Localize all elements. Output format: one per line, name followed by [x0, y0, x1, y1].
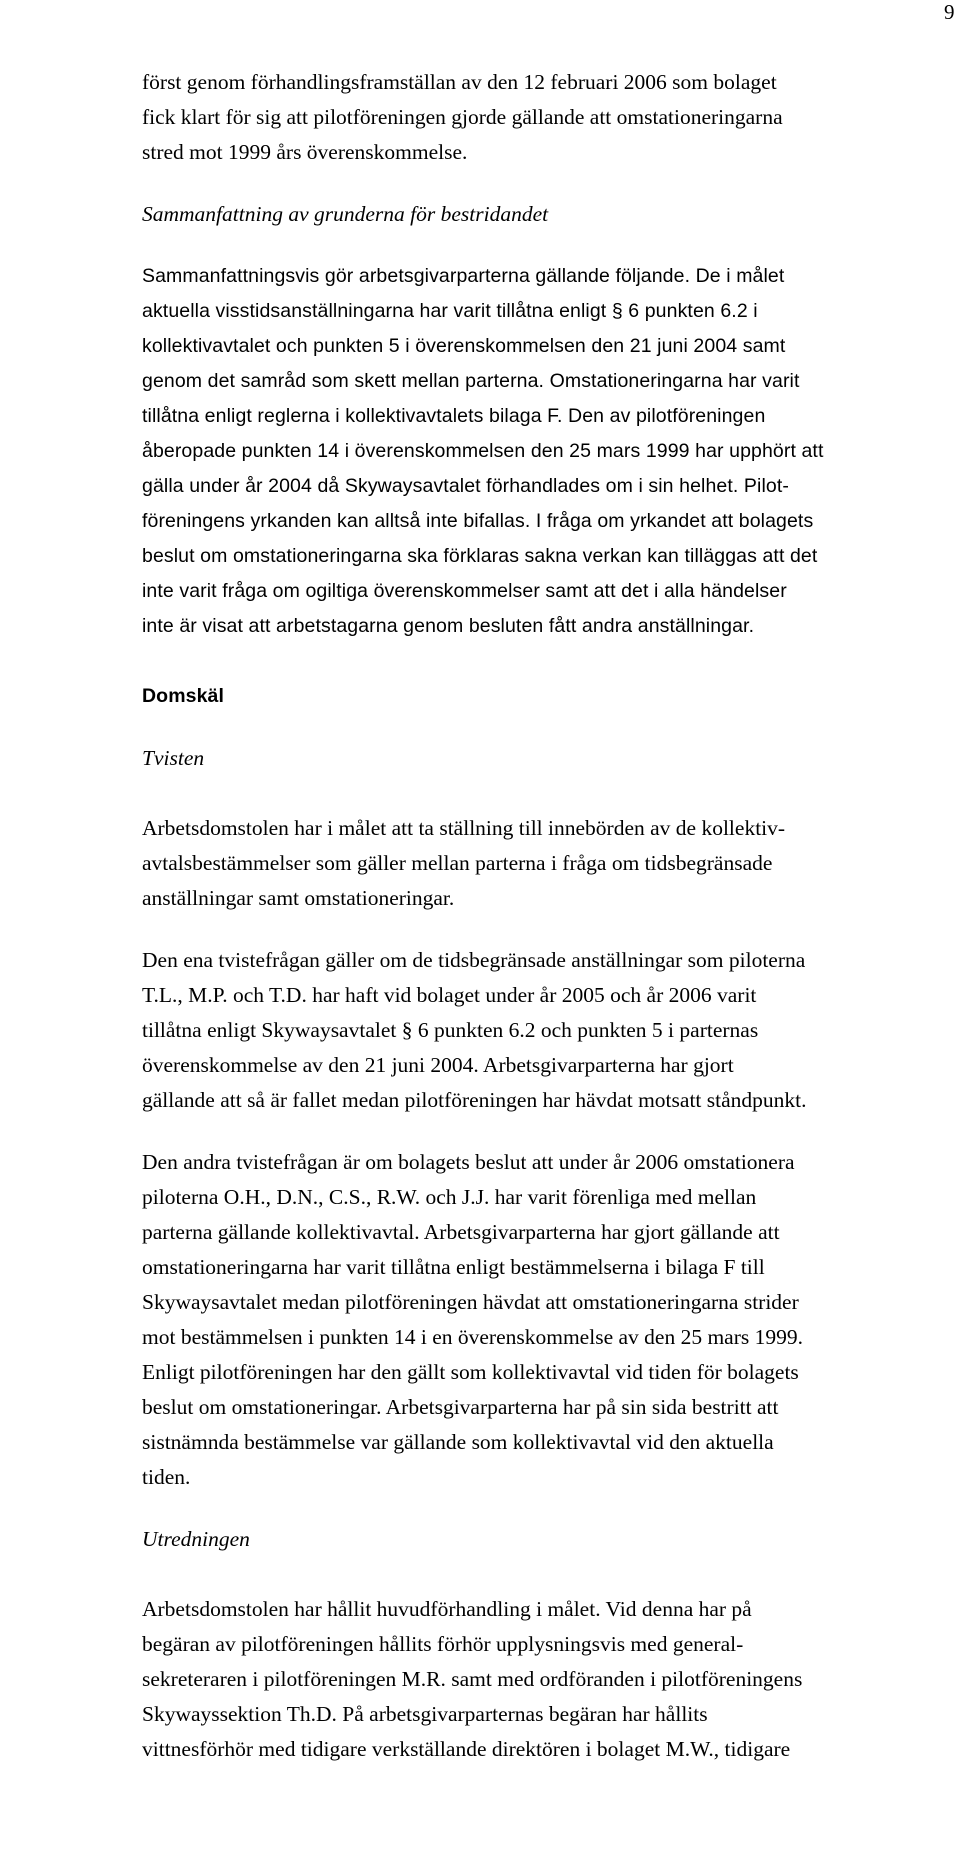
- text-line: Skywayssektion Th.D. På arbetsgivarparternas begäran har hållits: [142, 1702, 708, 1726]
- text-line: Den andra tvistefrågan är om bolagets beslut att under år 2006 omstationera: [142, 1150, 795, 1174]
- text-line: Arbetsdomstolen har hållit huvudförhandling i målet. Vid denna har på: [142, 1597, 752, 1621]
- text-line: Arbetsdomstolen har i målet att ta ställning till innebörden av de kollektiv-: [142, 816, 786, 840]
- section-heading: Sammanfattning av grunderna för bestridandet: [142, 202, 549, 226]
- text-line: T.L., M.P. och T.D. har haft vid bolaget under år 2005 och år 2006 varit: [142, 983, 757, 1007]
- section-heading: Tvisten: [142, 746, 205, 770]
- text-line: först genom förhandlingsframställan av den 12 februari 2006 som bolaget: [142, 70, 777, 94]
- text-line: begäran av pilotföreningen hållits förhör upplysningsvis med general-: [142, 1632, 744, 1656]
- text-line: sistnämnda bestämmelse var gällande som kollektivavtal vid den aktuella: [142, 1430, 774, 1454]
- text-line: aktuella visstidsanställningarna har varit tillåtna enligt § 6 punkten 6.2 i: [142, 300, 758, 322]
- tvisten-paragraph-1: [142, 811, 947, 916]
- document-body: [142, 65, 947, 1767]
- summary-paragraph: [142, 259, 947, 644]
- text-line: tillåtna enligt Skywaysavtalet § 6 punkten 6.2 och punkten 5 i parternas: [142, 1018, 759, 1042]
- text-line: föreningens yrkanden kan alltså inte bifallas. I fråga om yrkandet att bolagets: [142, 510, 814, 532]
- text-line: avtalsbestämmelser som gäller mellan parterna i fråga om tidsbegränsade: [142, 851, 773, 875]
- heading-domskal: [142, 679, 947, 714]
- utredningen-paragraph: [142, 1592, 947, 1767]
- paragraph-continuation: [142, 65, 947, 170]
- heading-tvisten: [142, 741, 947, 776]
- text-line: mot bestämmelsen i punkten 14 i en överenskommelse av den 25 mars 1999.: [142, 1325, 803, 1349]
- text-line: parterna gällande kollektivavtal. Arbetsgivarparterna har gjort gällande att: [142, 1220, 780, 1244]
- text-line: gälla under år 2004 då Skywaysavtalet förhandlades om i sin helhet. Pilot-: [142, 475, 789, 497]
- text-line: Den ena tvistefrågan gäller om de tidsbegränsade anställningar som piloterna: [142, 948, 806, 972]
- text-line: gällande att så är fallet medan pilotföreningen har hävdat motsatt ståndpunkt.: [142, 1088, 807, 1112]
- text-line: fick klart för sig att pilotföreningen gjorde gällande att omstationeringarna: [142, 105, 783, 129]
- text-line: kollektivavtalet och punkten 5 i överenskommelsen den 21 juni 2004 samt: [142, 335, 786, 357]
- text-line: åberopade punkten 14 i överenskommelsen den 25 mars 1999 har upphört att: [142, 440, 824, 462]
- heading-utredningen: [142, 1522, 947, 1557]
- tvisten-paragraph-3: [142, 1145, 947, 1495]
- text-line: tiden.: [142, 1465, 191, 1489]
- text-line: inte varit fråga om ogiltiga överenskommelser samt att det i alla händelser: [142, 580, 787, 602]
- text-line: beslut om omstationeringar. Arbetsgivarparterna har på sin sida bestritt att: [142, 1395, 779, 1419]
- text-line: sekreteraren i pilotföreningen M.R. samt med ordföranden i pilotföreningens: [142, 1667, 803, 1691]
- section-heading: Domskäl: [142, 685, 224, 707]
- text-line: vittnesförhör med tidigare verkställande direktören i bolaget M.W., tidigare: [142, 1737, 791, 1761]
- text-line: överenskommelse av den 21 juni 2004. Arbetsgivarparterna har gjort: [142, 1053, 734, 1077]
- text-line: beslut om omstationeringarna ska förklaras sakna verkan kan tilläggas att det: [142, 545, 818, 567]
- text-line: piloterna O.H., D.N., C.S., R.W. och J.J. har varit förenliga med mellan: [142, 1185, 757, 1209]
- page-number: 9: [944, 0, 955, 24]
- text-line: tillåtna enligt reglerna i kollektivavtalets bilaga F. Den av pilotföreningen: [142, 405, 766, 427]
- heading-summary: [142, 197, 947, 232]
- text-line: inte är visat att arbetstagarna genom besluten fått andra anställningar.: [142, 615, 755, 637]
- tvisten-paragraph-2: [142, 943, 947, 1118]
- text-line: genom det samråd som skett mellan parterna. Omstationeringarna har varit: [142, 370, 800, 392]
- text-line: omstationeringarna har varit tillåtna enligt bestämmelserna i bilaga F till: [142, 1255, 765, 1279]
- section-heading: Utredningen: [142, 1527, 250, 1551]
- text-line: Enligt pilotföreningen har den gällt som kollektivavtal vid tiden för bolagets: [142, 1360, 799, 1384]
- text-line: stred mot 1999 års överenskommelse.: [142, 140, 468, 164]
- text-line: anställningar samt omstationeringar.: [142, 886, 455, 910]
- text-line: Skywaysavtalet medan pilotföreningen hävdat att omstationeringarna strider: [142, 1290, 799, 1314]
- text-line: Sammanfattningsvis gör arbetsgivarparterna gällande följande. De i målet: [142, 265, 785, 287]
